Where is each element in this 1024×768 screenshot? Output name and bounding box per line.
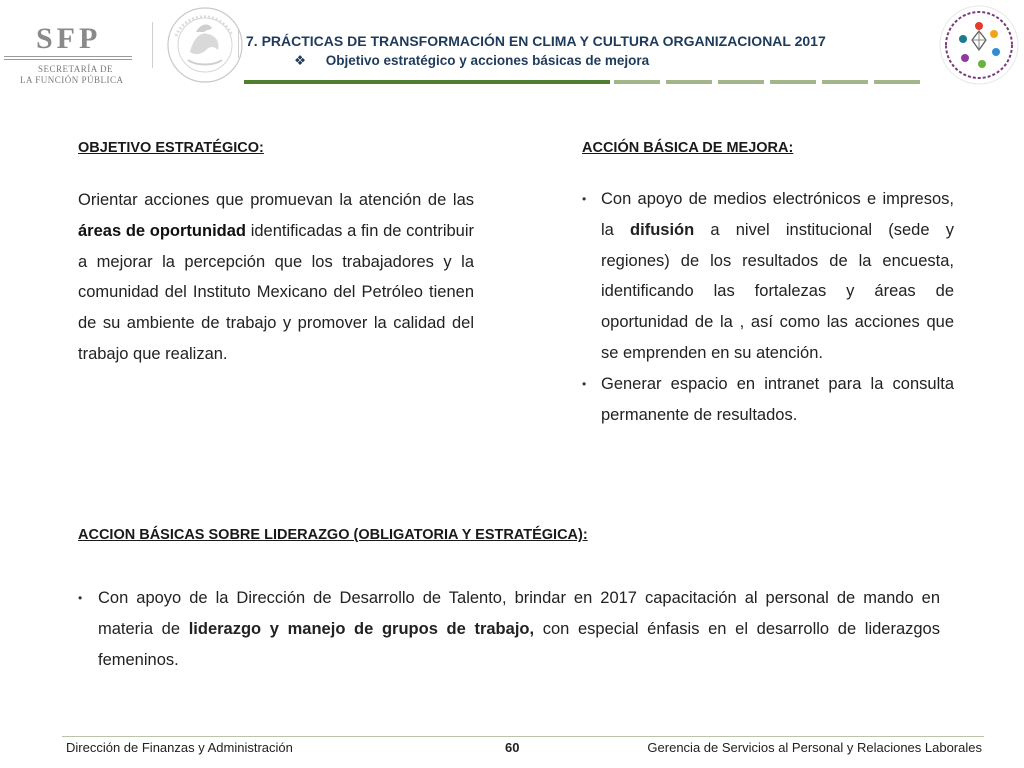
page-subtitle — [246, 53, 926, 69]
objetivo-text-end: identificadas a fin de contribuir a mejorar la percepción que los trabajadores y la comunidad del Instituto Mexicano del Petróleo tienen de su ambiente de trabajo y promover la calidad del trabajo que realizan. — [78, 221, 474, 363]
logo-line-1: SECRETARÍA DE — [38, 64, 114, 74]
list-item — [582, 184, 954, 369]
accion-item1-bold: difusión — [630, 220, 695, 239]
liderazgo-item-end: con especial énfasis en el desarrollo de liderazgos femeninos. — [98, 620, 940, 669]
accion-item1-end: a nivel institucional (sede y regiones) de los resultados de la encuesta, identificando las fortalezas y áreas de oportunidad de la , así como las acciones que se emprenden en su atención. — [601, 220, 954, 362]
logo-divider — [4, 59, 132, 60]
objetivo-heading: OBJETIVO ESTRATÉGICO: — [78, 140, 264, 156]
header-divider — [238, 28, 239, 58]
igualdad-laboral-logo-icon — [938, 4, 1020, 86]
objetivo-text-bold: áreas de oportunidad — [78, 221, 246, 240]
list-item: • Generar espacio en intranet para la consulta permanente de resultados. — [582, 369, 954, 431]
page-subtitle-text: Objetivo estratégico y acciones básicas de mejora — [325, 53, 650, 68]
header-divider — [152, 22, 153, 68]
sfp-logo — [0, 20, 140, 85]
liderazgo-list — [78, 583, 940, 676]
page-number: 60 — [505, 740, 520, 755]
objetivo-text-start: Orientar acciones que promuevan la atención de las — [78, 191, 474, 209]
logo-line-2: LA FUNCIÓN PÚBLICA — [20, 75, 124, 85]
footer-left-text: Dirección de Finanzas y Administración — [66, 740, 293, 755]
liderazgo-heading: ACCION BÁSICAS SOBRE LIDERAZGO (OBLIGATORIA Y ESTRATÉGICA): — [78, 527, 588, 543]
liderazgo-item-start: Con apoyo de la Dirección de Desarrollo de Talento, brindar en 2017 capacitación al personal de mando en materia de — [98, 589, 940, 638]
header-title-block — [246, 33, 926, 69]
sfp-logo-letters: SFP — [36, 22, 102, 55]
objetivo-section — [78, 140, 474, 370]
liderazgo-section — [78, 527, 940, 676]
accion-item1-start: Con apoyo de medios electrónicos e impresos, la — [601, 190, 954, 239]
accion-list — [582, 184, 954, 430]
page-title: 7. PRÁCTICAS DE TRANSFORMACIÓN EN CLIMA Y CULTURA ORGANIZACIONAL 2017 — [246, 33, 826, 49]
diamond-bullet-icon: ❖ — [294, 53, 307, 68]
objetivo-paragraph — [78, 185, 474, 370]
header-accent-bar — [244, 80, 610, 84]
header-accent-segment — [718, 80, 764, 84]
header-accent-segment — [770, 80, 816, 84]
logo-divider — [4, 56, 132, 57]
footer-divider — [62, 736, 984, 737]
mexico-seal-icon — [166, 6, 244, 84]
header-accent-segment — [666, 80, 712, 84]
footer-right-text: Gerencia de Servicios al Personal y Relaciones Laborales — [647, 740, 982, 755]
accion-heading: ACCIÓN BÁSICA DE MEJORA: — [582, 140, 794, 156]
header-accent-segment — [614, 80, 660, 84]
accion-section — [582, 140, 954, 430]
liderazgo-item-bold: liderazgo y manejo de grupos de trabajo, — [188, 620, 535, 638]
list-item — [78, 583, 940, 676]
header-accent-segment — [822, 80, 868, 84]
header-accent-segment — [874, 80, 920, 84]
